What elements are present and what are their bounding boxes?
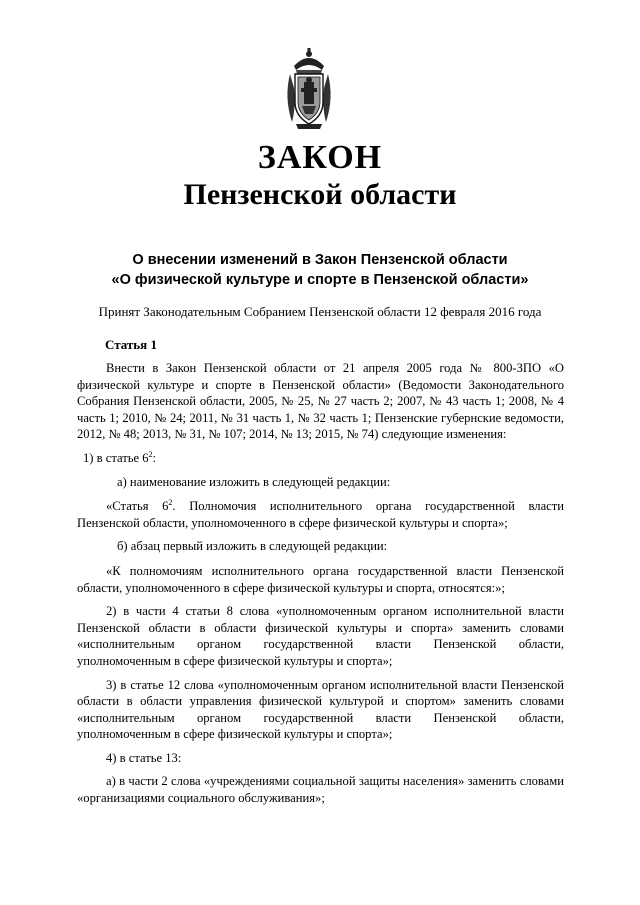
item-1b-quote: «К полномочиям исполнительного органа государственной власти Пензенской области, уполномоченного в сфере физической культуры и спорта, относятся:»;	[77, 563, 564, 595]
article-intro: Внести в Закон Пензенской области от 21 апреля 2005 года № 800-ЗПО «О физической культуре и спорте в Пензенской области» (Ведомости Законодательного Собрания Пензенской области, 2005, № 25, № 27 часть 2; 2007, № 43 часть 1; 2008, № 4 часть 1; 2010, № 24; 2011, № 31 часть 1, № 32 часть 1; Пензенские губернские ведомости, 2012, № 48; 2013, № 31, № 107; 2014, № 13; 2015, № 74) следующие изменения:	[77, 361, 564, 442]
law-heading-line-2: «О физической культуре и спорте в Пензенской области»	[111, 272, 529, 288]
law-heading	[0, 250, 640, 290]
item-3: 3) в статье 12 слова «уполномоченным органом исполнительной власти Пензенской области в области управления физической культурой и спортом» заменить словами «исполнительным органом государственной власти Пензенской области, уполномоченным в сфере физической культуры и спорта»;	[77, 677, 564, 742]
item-4a: а) в части 2 слова «учреждениями социальной защиты населения» заменить словами «организациями социального обслуживания»;	[77, 774, 564, 806]
law-heading-line-1: О внесении изменений в Закон Пензенской области	[132, 252, 508, 268]
article-body	[77, 360, 564, 807]
item-1-prefix: 1) в статье 6	[83, 450, 149, 465]
item-1a-quote-suffix: . Полномочия исполнительного органа государственной власти Пензенской области, уполномоченного в сфере физической культуры и спорта»;	[77, 499, 564, 530]
adoption-note: Принят Законодательным Собранием Пензенской области 12 февраля 2016 года	[98, 304, 542, 319]
article-title: Статья 1	[105, 337, 157, 352]
item-1	[77, 450, 564, 467]
coat-of-arms-emblem	[282, 48, 336, 130]
item-1a-quote	[77, 498, 564, 531]
document-subtitle: Пензенской области	[183, 178, 457, 211]
item-4: 4) в статье 13:	[106, 750, 182, 765]
document-title: ЗАКОН	[257, 139, 383, 176]
item-1a-quote-prefix: «Статья 6	[106, 499, 169, 514]
item-1-sup: 2	[148, 449, 153, 459]
item-1a: а) наименование изложить в следующей редакции:	[117, 474, 391, 489]
item-1b: б) абзац первый изложить в следующей редакции:	[117, 539, 388, 554]
item-1-suffix: :	[152, 450, 157, 465]
item-2: 2) в части 4 статьи 8 слова «уполномоченным органом исполнительной власти Пензенской области в области физической культуры и спорта» заменить словами «исполнительным органом государственной власти Пензенской области, уполномоченным в сфере физической культуры и спорта»;	[77, 604, 564, 668]
item-1a-quote-sup: 2	[168, 497, 173, 507]
